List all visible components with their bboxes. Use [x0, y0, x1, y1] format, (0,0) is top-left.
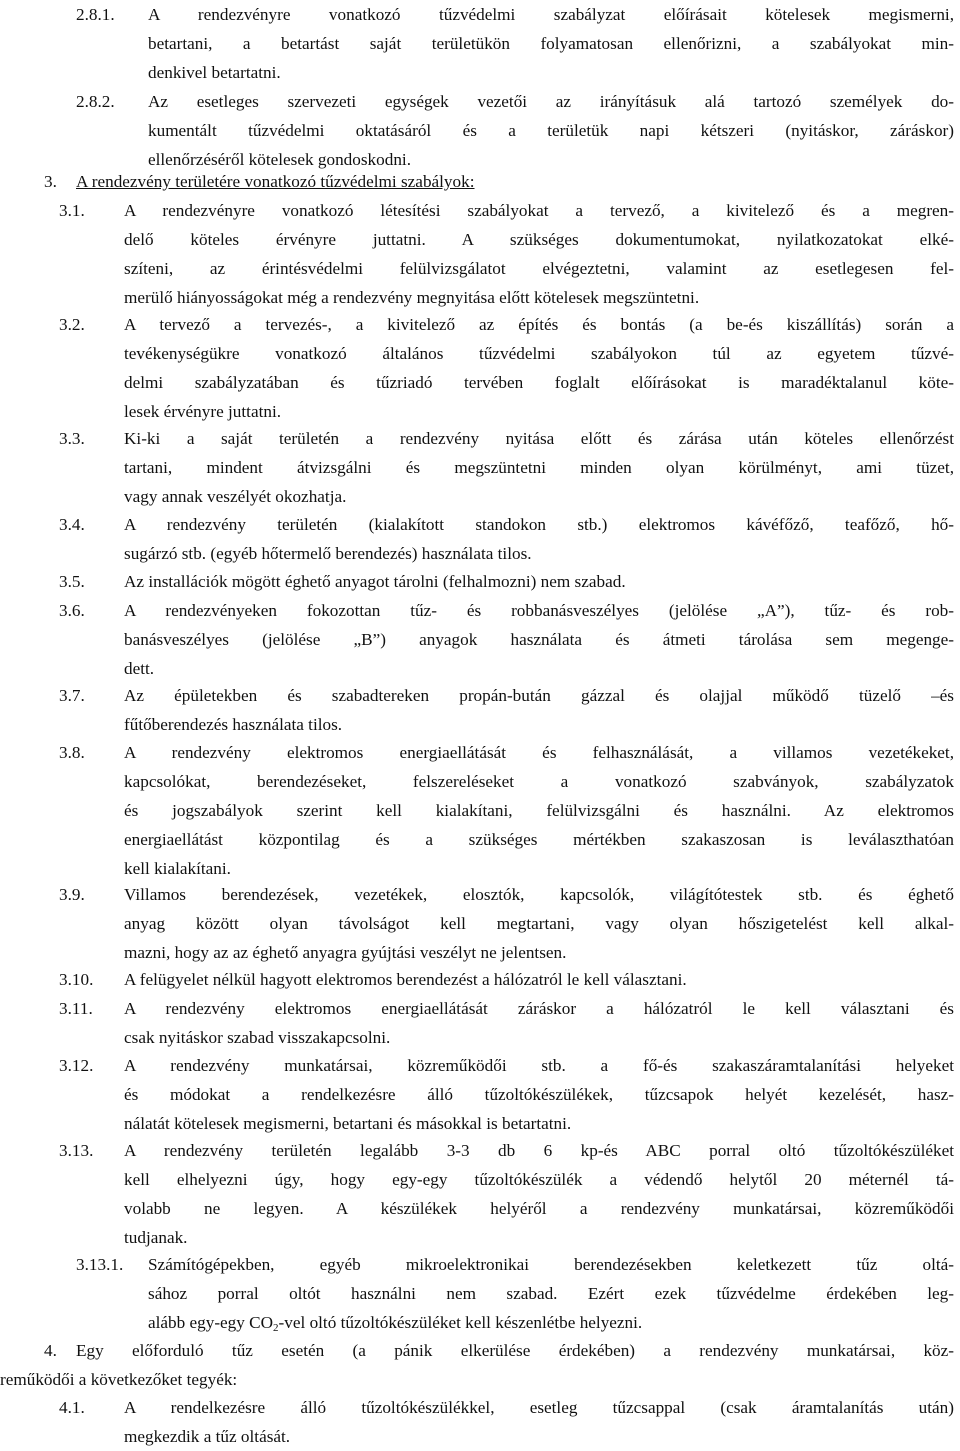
text-line: banásveszélyes (jelölése „B”) anyagok használata és átmeti tárolása sem megenge-	[124, 630, 954, 649]
text-line: tartani, mindent átvizsgálni és megszüntetni minden olyan körülményt, ami tüzet,	[124, 458, 954, 477]
text-line: dett.	[124, 659, 155, 678]
section-number: 3.13.1.	[76, 1255, 124, 1274]
text-line: szíteni, az érintésvédelmi felülvizsgálatot elvégeztetni, valamint az esetlegesen fel-	[124, 259, 954, 278]
section-number: 3.13.	[59, 1141, 94, 1160]
section-text	[124, 510, 954, 568]
text-line: delő köteles érvényre juttatni. A szükséges dokumentumokat, nyilatkozatokat elké-	[124, 230, 954, 249]
text-line: A rendezvényre vonatkozó létesítési szabályokat a tervező, a kivitelező és a megren-	[124, 201, 954, 220]
section-text	[148, 87, 954, 174]
text-line: sához porral oltót használni nem szabad. Ezért ezek tűzvédelme érdekében leg-	[148, 1284, 954, 1303]
text-line: tevékenységükre vonatkozó általános tűzvédelmi szabályokon túl az egyetem tűzvé-	[124, 344, 954, 363]
section-number: 3.8.	[59, 743, 85, 762]
text-line: A rendezvény elektromos energiaellátását záráskor a hálózatról le kell választani és	[124, 999, 954, 1018]
section-text	[124, 424, 954, 511]
section-number: 4.	[44, 1341, 57, 1360]
text-line: kell kialakítani.	[124, 859, 231, 878]
text-line: Számítógépekben, egyéb mikroelektronikai berendezésekben keletkezett tűz oltá-	[148, 1255, 954, 1274]
section-text	[124, 596, 954, 683]
text-line: denkivel betartatni.	[148, 63, 281, 82]
section-text	[124, 738, 954, 883]
section-number: 3.4.	[59, 515, 85, 534]
text-line: Az esetleges szervezeti egységek vezetői az irányításuk alá tartozó személyek do-	[148, 92, 954, 111]
text-line: Egy előforduló tűz esetén (a pánik elkerülése érdekében) a rendezvény munkatársai, köz-	[76, 1341, 954, 1360]
text-line: megkezdik a tűz oltását.	[124, 1427, 291, 1446]
section-number: 3.11.	[59, 999, 93, 1018]
text-line: vagy annak veszélyét okozhatja.	[124, 487, 347, 506]
section-text	[124, 1393, 954, 1451]
section-number: 2.8.2.	[76, 92, 115, 111]
section-number: 3.3.	[59, 429, 85, 448]
text-line: Az épületekben és szabadtereken propán-bután gázzal és olajjal működő tüzelő –és	[124, 686, 954, 705]
section-number: 3.9.	[59, 885, 85, 904]
text-line: sugárzó stb. (egyéb hőtermelő berendezés) használata tilos.	[124, 544, 532, 563]
section-text	[124, 567, 954, 596]
text-line: anyag között olyan távolságot kell megtartani, vagy olyan hőszigetelést kell alkal-	[124, 914, 954, 933]
section-number: 2.8.1.	[76, 5, 115, 24]
text-line: A rendezvényeken fokozottan tűz- és robbanásveszélyes (jelölése „A”), tűz- és rob-	[124, 601, 954, 620]
text-line: volabb ne legyen. A készülékek helyéről a rendezvény munkatársai, közreműködői	[124, 1199, 954, 1218]
text-line: tudjanak.	[124, 1228, 188, 1247]
text-line: lesek érvényre juttatni.	[124, 402, 282, 421]
section-number: 3.6.	[59, 601, 85, 620]
section-text	[124, 196, 954, 312]
text-line: merülő hiányosságokat még a rendezvény megnyitása előtt kötelesek megszüntetni.	[124, 288, 700, 307]
section-text	[124, 965, 954, 994]
text-line: alább egy-egy $CO_2$-vel oltó tűzoltókészüléket kell készenlétbe helyezni.	[148, 1313, 643, 1334]
text-line: csak nyitáskor szabad visszakapcsolni.	[124, 1028, 391, 1047]
text-line-co2	[148, 1308, 954, 1337]
text-line: Ki-ki a saját területén a rendezvény nyitása előtt és zárása után köteles ellenőrzést	[124, 429, 954, 448]
text-line: A rendezvény munkatársai, közreműködői stb. a fő-és szakaszáramtalanítási helyeket	[124, 1056, 954, 1075]
section-text	[0, 1336, 954, 1394]
subscript: 2	[273, 1322, 279, 1334]
section-number: 3.5.	[59, 572, 85, 591]
section-text	[148, 0, 954, 87]
text-line: A rendezvény területén legalább 3-3 db 6 kp-és ABC porral oltó tűzoltókészüléket	[124, 1141, 954, 1160]
text-line: reműködői a következőket tegyék:	[0, 1370, 238, 1389]
text-line: A rendezvény elektromos energiaellátását és felhasználását, a villamos vezetékeket,	[124, 743, 954, 762]
section-number: 4.1.	[59, 1398, 85, 1417]
section-heading: A rendezvény területére vonatkozó tűzvédelmi szabályok:	[76, 172, 475, 191]
text-line: delmi szabályzatában és tűzriadó tervében foglalt előírásokat is maradéktalanul köte-	[124, 373, 954, 392]
text-line: és módokat a rendelkezésre álló tűzoltókészülékek, tűzcsapok helyét kezelését, hasz-	[124, 1085, 954, 1104]
text-line: A rendelkezésre álló tűzoltókészülékkel, esetleg tűzcsappal (csak áramtalanítás után)	[124, 1398, 954, 1417]
text-line: Az installációk mögött éghető anyagot tárolni (felhalmozni) nem szabad.	[124, 572, 626, 591]
section-text	[148, 1250, 954, 1337]
text-line: mazni, hogy az az éghető anyagra gyújtási veszélyt ne jelentsen.	[124, 943, 567, 962]
text-line: kapcsolókat, berendezéseket, felszereléseket a vonatkozó szabványok, szabályzatok	[124, 772, 954, 791]
text-line: nálatát kötelesek megismerni, betartani és másokkal is betartatni.	[124, 1114, 572, 1133]
text-line: A rendezvényre vonatkozó tűzvédelmi szabályzat előírásait kötelesek megismerni,	[148, 5, 954, 24]
text-line: fűtőberendezés használata tilos.	[124, 715, 343, 734]
section-number: 3.	[44, 172, 57, 191]
text-line: energiaellátást központilag és a szükséges mértékben szakaszosan is leválaszthatóan	[124, 830, 954, 849]
section-number: 3.2.	[59, 315, 85, 334]
section-text	[124, 1136, 954, 1252]
section-text	[124, 681, 954, 739]
section-number: 3.1.	[59, 201, 85, 220]
text-line: A tervező a tervezés-, a kivitelező az építés és bontás (a be-és kiszállítás) során a	[124, 315, 954, 334]
section-number: 3.12.	[59, 1056, 94, 1075]
text-line: A rendezvény területén (kialakított standokon stb.) elektromos kávéfőző, teafőző, hő-	[124, 515, 954, 534]
section-number: 3.7.	[59, 686, 85, 705]
text-line: kumentált tűzvédelmi oktatásáról és a területük napi kétszeri (nyitáskor, záráskor)	[148, 121, 954, 140]
section-text	[124, 880, 954, 967]
text-line: és jogszabályok szerint kell kialakítani, felülvizsgálni és használni. Az elektromos	[124, 801, 954, 820]
section-number: 3.10.	[59, 970, 94, 989]
text-line: kell elhelyezni úgy, hogy egy-egy tűzoltókészülék a védendő helytől 20 méternél tá-	[124, 1170, 954, 1189]
section-text	[124, 310, 954, 426]
text-line: ellenőrzéséről kötelesek gondoskodni.	[148, 150, 411, 169]
text-line: Villamos berendezések, vezetékek, elosztók, kapcsolók, világítótestek stb. és éghető	[124, 885, 954, 904]
section-text	[124, 1051, 954, 1138]
section-text	[124, 994, 954, 1052]
text-line: betartani, a betartást saját területükön folyamatosan ellenőrizni, a szabályokat min-	[148, 34, 954, 53]
text-line: A felügyelet nélkül hagyott elektromos berendezést a hálózatról le kell választani.	[124, 970, 687, 989]
